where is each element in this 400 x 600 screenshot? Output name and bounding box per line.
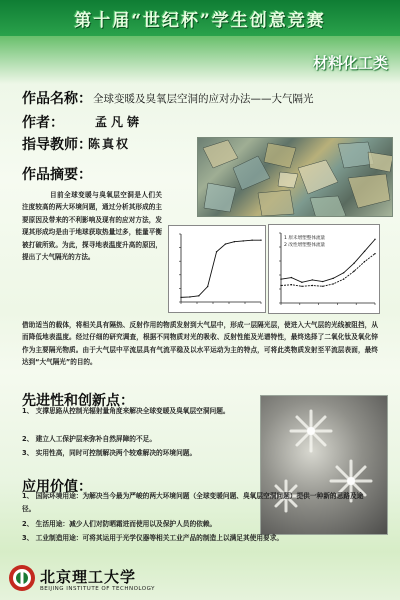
- chart-point: [312, 285, 313, 286]
- chart-point: [312, 279, 313, 280]
- author-label: 作者：: [22, 115, 64, 131]
- chart-series-line-1: [181, 240, 261, 297]
- innovation-item-1: 1、 支撑思路从控制光辐射量角度来解决全球变暖及臭氧层空洞问题。: [22, 407, 230, 415]
- chart-point: [243, 240, 244, 241]
- chart-right: [268, 224, 380, 314]
- chart-point: [291, 284, 292, 285]
- innovation-item-2: 2、 建立人工保护层来弥补自然屏障的不足。: [22, 435, 157, 443]
- poster-title: 第十届“世纪杯”学生创意竞赛: [74, 10, 326, 31]
- advisor-value: 陈真权: [88, 137, 131, 151]
- chart-left-svg: [169, 226, 267, 314]
- hero-photo-texture: [198, 138, 393, 217]
- chart-point: [322, 286, 323, 287]
- chart-point: [216, 251, 217, 252]
- header-band: [0, 0, 400, 36]
- chart-point: [374, 253, 375, 254]
- application-heading: 应用价值：: [22, 479, 92, 495]
- chart-point: [234, 241, 235, 242]
- application-item-3: 3、 工业制造用途：可将其运用于光学仪器等相关工业产品的制造上以满足其使用要求。: [22, 534, 284, 542]
- university-name: 北京理工大学: [40, 568, 137, 586]
- innovation-item-3: 3、 实用性高，同时可控制解决两个较难解决的环境问题。: [22, 449, 197, 457]
- abstract-text-left: 目前全球变暖与臭氧层空洞是人们关注度较高的两大环境问题，通过分析其形成的主要原因及带来的不利影响及现有的应对方法，发现其形成均是由于地球获取热量过多，能量平衡被打破所致。为此，探寻地表温度升高的原因，提出了大气隔光的方法。: [22, 191, 162, 262]
- chart-point: [343, 278, 344, 279]
- application-item-1: 1、 国际环境用途：为解决当今最为严峻的两大环境问题（全球变暖问题、臭氧层空洞问题）提供一种新的思路及途径。: [22, 492, 364, 513]
- chart-right-svg: [269, 225, 381, 315]
- application-item-2: 2、 生活用途：减少人们对防晒霜进而使用以及保护人员的依赖。: [22, 520, 217, 528]
- university-sub: BEIJING INSTITUTE OF TECHNOLOGY: [40, 586, 155, 592]
- chart-point: [364, 251, 365, 252]
- chart-point: [189, 296, 190, 297]
- author-value: 孟凡锛: [95, 115, 144, 129]
- chart-point: [260, 239, 261, 240]
- chart-point: [280, 278, 281, 279]
- advisor-label: 指导教师：: [22, 137, 92, 153]
- chart-point: [225, 243, 226, 244]
- chart-point: [353, 263, 354, 264]
- chart-point: [198, 295, 199, 296]
- chart-axis: [181, 234, 261, 302]
- chart-point: [207, 286, 208, 287]
- chart-point: [333, 278, 334, 279]
- chart-point: [301, 286, 302, 287]
- chart-point: [301, 282, 302, 283]
- innovation-heading: 先进性和创新点：: [22, 393, 134, 409]
- chart-point: [322, 281, 323, 282]
- chart-point: [364, 261, 365, 262]
- chart-point: [280, 285, 281, 286]
- chart-point: [343, 272, 344, 273]
- chart-legend-entry: 1 原未增塑整体流量: [284, 236, 326, 241]
- chart-point: [333, 283, 334, 284]
- chart-left: [168, 225, 266, 313]
- category-tag: 材料化工类: [312, 54, 388, 72]
- chart-point: [291, 277, 292, 278]
- hero-photo: [197, 137, 393, 217]
- chart-point: [353, 270, 354, 271]
- chart-point: [251, 239, 252, 240]
- work-name-value: 全球变暖及臭氧层空洞的应对办法——大气隔光: [93, 93, 314, 105]
- university-logo-icon: [8, 564, 36, 592]
- work-name-label: 作品名称：: [22, 91, 92, 107]
- chart-legend-entry: 2 改性增塑整体流量: [284, 243, 326, 248]
- chart-point: [180, 297, 181, 298]
- chart-point: [374, 239, 375, 240]
- abstract-text-full: 借助适当的载体，将相关具有隔热、反射作用的物质发射到大气层中，形成一层隔光层，使进入大气层的光线被阻挡，从而降低地表温度。经过仔细的研究调查，根据不同物质对光的吸收、反射性能及光谱特性，最终选择了二氧化钛及氧化锌作为主要隔光物质。由于大气层中平流层具有气流平稳及以水平运动为主的特点，可将此类物质发射至平流层表面，最终达到“大气隔光”的目的。: [22, 321, 378, 367]
- chart-series-line-2: [281, 254, 375, 287]
- abstract-heading: 作品摘要：: [22, 167, 92, 183]
